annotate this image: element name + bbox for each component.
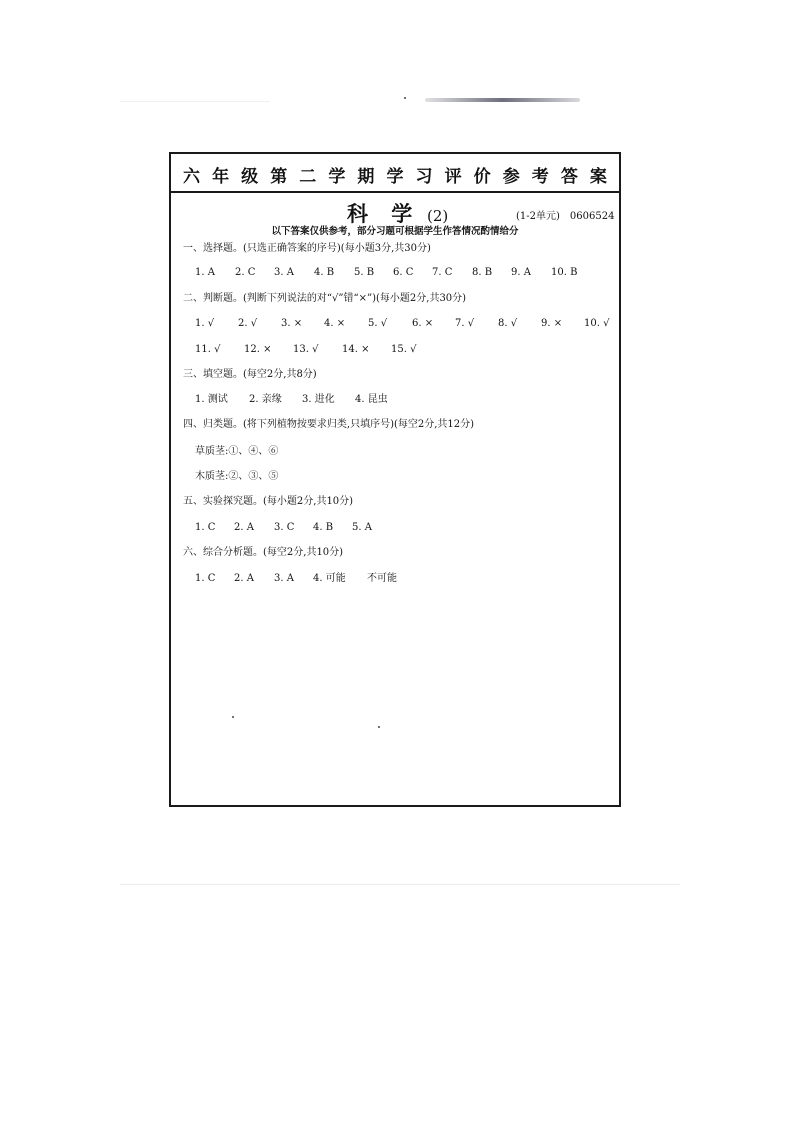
answer-item: 13. √ [293,344,319,355]
answer-item: 11. √ [195,344,221,355]
section-heading-experiment: 五、实验探究题。(每小题2分,共10分) [183,496,354,507]
herbaceous-stem-answer: 草质茎:①、④、⑥ [195,446,279,457]
answer-item: 2. 亲缘 [249,394,282,405]
scan-artifact [120,101,270,102]
title-char: 学 [328,167,346,187]
answer-sheet [169,152,621,807]
title-char: 参 [502,167,520,187]
title-char: 学 [386,167,404,187]
woody-stem-answer: 木质茎:②、③、⑤ [195,471,279,482]
answer-item: 15. √ [391,344,417,355]
answer-item: 4. 昆虫 [355,394,388,405]
scan-artifact [425,98,580,102]
title-char: 期 [357,167,375,187]
section-heading-classify: 四、归类题。(将下列植物按要求归类,只填序号)(每空2分,共12分) [183,419,475,430]
title-char: 案 [589,167,607,187]
answer-item: 12. × [244,344,272,355]
answer-item: 1. C [195,522,216,533]
title-char: 年 [212,167,230,187]
answer-item: 1. A [195,267,215,278]
title-char: 价 [473,167,491,187]
title-char: 六 [183,167,200,187]
title-char: 级 [241,167,259,187]
scoring-note: 以下答案仅供参考，部分习题可根据学生作答情况酌情给分 [271,226,519,237]
answer-item: 3. 进化 [302,394,335,405]
answer-item: 4. × [324,318,346,329]
title-char: 第 [270,167,288,187]
answer-item: 不可能 [367,573,397,584]
answer-item: 2. A [234,573,254,584]
answer-item: 9. × [541,318,563,329]
answer-item: 6. × [412,318,434,329]
answer-item: 8. √ [498,318,518,329]
answer-item: 10. B [551,267,578,278]
answer-item: 2. A [234,522,254,533]
title-char: 习 [415,167,433,187]
section-heading-analysis: 六、综合分析题。(每空2分,共10分) [183,547,344,558]
answer-item: 2. √ [238,318,258,329]
answer-item: 1. √ [195,318,215,329]
section-heading-choice: 一、选择题。(只选正确答案的序号)(每小题3分,共30分) [183,243,431,254]
answer-item: 4. B [314,267,335,278]
answer-item: 7. C [432,267,453,278]
title-char: 二 [299,167,317,187]
section-heading-true-false: 二、判断题。(判断下列说法的对“√”错“×”)(每小题2分,共30分) [183,293,467,304]
answer-item: 3. C [274,522,295,533]
title-char: 考 [531,167,549,187]
answer-item: 1. 测试 [195,394,228,405]
answer-item: 5. √ [368,318,388,329]
answer-item: 5. B [354,267,375,278]
title-char: 评 [444,167,462,187]
answer-item: 10. √ [584,318,610,329]
scan-speck [404,97,406,99]
title-char: 答 [560,167,578,187]
answer-item: 3. × [281,318,303,329]
answer-item: 7. √ [455,318,475,329]
unit-code: (1-2单元) 0606524 [516,211,615,222]
answer-item: 3. A [274,267,294,278]
answer-item: 2. C [235,267,256,278]
subject-volume: (2) [427,207,449,225]
answer-item: 9. A [511,267,531,278]
answer-item: 5. A [352,522,372,533]
section-heading-fill-blank: 三、填空题。(每空2分,共8分) [183,369,317,380]
answer-item: 4. 可能 [313,573,346,584]
answer-item: 3. A [274,573,294,584]
answer-item: 8. B [472,267,493,278]
answer-item: 1. C [195,573,216,584]
answer-item: 6. C [393,267,414,278]
subject-name: 科 学 [347,202,421,226]
answer-item: 4. B [313,522,334,533]
scan-artifact [120,884,680,885]
page-title [171,162,619,192]
answer-item: 14. × [342,344,370,355]
title-divider [171,191,619,193]
